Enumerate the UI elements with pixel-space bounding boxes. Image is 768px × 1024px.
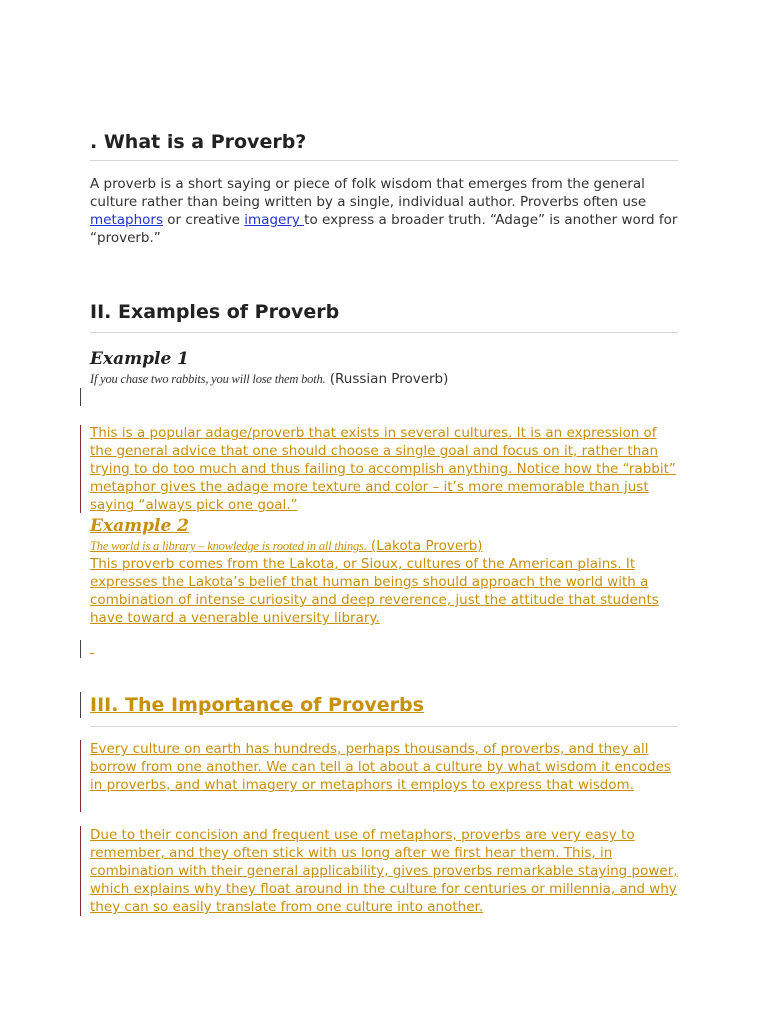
cursor-bar-1 bbox=[80, 388, 81, 406]
section-3-paragraph-1: Every culture on earth has hundreds, perhaps thousands, of proverbs, and they all borrow from one another. We can tell a lot about a culture by what wisdom it encodes in proverbs, and what imagery or metaphors it employs to express that wisdom. bbox=[90, 741, 671, 793]
section-3-heading: III. The Importance of Proverbs bbox=[90, 694, 424, 716]
section-1-divider bbox=[90, 160, 678, 161]
section-2-heading: II. Examples of Proverb bbox=[90, 301, 340, 323]
section-3-divider bbox=[90, 726, 678, 727]
imagery-link[interactable]: imagery bbox=[244, 212, 305, 228]
section-2-divider bbox=[90, 332, 678, 333]
section-1-heading: . What is a Proverb? bbox=[90, 131, 307, 153]
example-2-attribution: (Lakota Proverb) bbox=[366, 538, 483, 554]
spacer-mark bbox=[90, 640, 94, 656]
metaphors-link[interactable]: metaphors bbox=[90, 212, 163, 228]
cursor-bar-2 bbox=[80, 640, 81, 658]
section-1-text-end: to express a broader truth. “Adage” is another word for “proverb.” bbox=[90, 212, 678, 246]
change-bar-3 bbox=[80, 740, 81, 812]
section-1-paragraph bbox=[90, 175, 678, 247]
section-3-paragraph-2: Due to their concision and frequent use of metaphors, proverbs are very easy to remember, and they often stick with us long after we first hear them. This, in combination with their general applicability, gives proverbs remarkable staying power, which explains why they float around in the culture for centuries or millennia, and why they can so easily translate from one culture into another. bbox=[90, 827, 678, 915]
change-bar-2 bbox=[80, 692, 81, 718]
example-1-quote-line bbox=[90, 370, 678, 388]
example-2-quote: The world is a library – knowledge is rooted in all things. bbox=[90, 539, 367, 553]
section-1-text-start: A proverb is a short saying or piece of folk wisdom that emerges from the general culture rather than being written by a single, individual author. Proverbs often use bbox=[90, 176, 647, 210]
section-1-text-mid: or creative bbox=[163, 212, 245, 228]
example-1-quote: If you chase two rabbits, you will lose them both. bbox=[90, 372, 326, 386]
example-2-label: Example 2 bbox=[90, 516, 190, 536]
change-bar-1 bbox=[80, 425, 81, 513]
example-2-quote-line bbox=[90, 537, 678, 555]
change-bar-4 bbox=[80, 826, 81, 916]
example-2-explanation: This proverb comes from the Lakota, or Sioux, cultures of the American plains. It expresses the Lakota’s belief that human beings should approach the world with a combination of intense curiosity and deep reverence, just the attitude that students have toward a venerable university library. bbox=[90, 556, 659, 626]
example-1-attribution: (Russian Proverb) bbox=[325, 371, 449, 387]
example-1-explanation: This is a popular adage/proverb that exists in several cultures. It is an expression of the general advice that one should choose a single goal and focus on it, rather than trying to do too much and thus failing to accomplish anything. Notice how the “rabbit” metaphor gives the adage more texture and color – it’s more memorable than just saying “always pick one goal.” bbox=[90, 425, 676, 513]
example-1-label: Example 1 bbox=[90, 349, 190, 369]
